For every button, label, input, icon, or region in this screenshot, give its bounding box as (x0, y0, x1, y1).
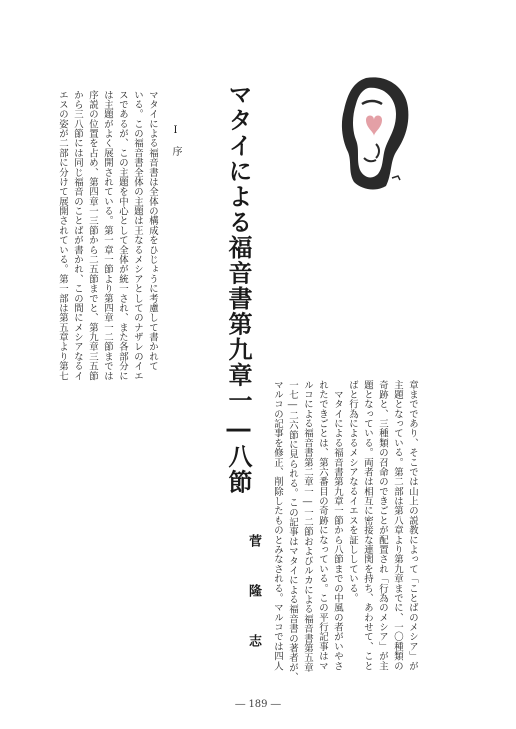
body-line: マタイによる福音書は全体の構成をひじょうに考慮して書かれて (147, 90, 158, 372)
body-line: スであるが、この主題を中心として全体が統一され、また各部分に (117, 90, 128, 381)
body-line: れたできごとは、第六番目の奇跡になっている。この平行記事はマ (317, 380, 328, 671)
page-number: ― 189 ― (235, 699, 281, 710)
body-line: ルコによる福音書第二章一―一二節およびルカによる福音書第五章 (302, 380, 313, 673)
body-line: は主題がよく展開されている。第一章一節より第四章一二節までは (102, 90, 113, 381)
top-body-text (57, 90, 160, 381)
article-title: マタイによる福音書第九章一―八節 (224, 82, 253, 495)
body-line: から三八節には同じ福音のことばが書かれ、この間にメシアなるイ (72, 90, 83, 381)
body-line: マタイによる福音書第九章一節から八節までの中風の者がいやさ (332, 380, 343, 671)
body-line: 題となっている。両者は相互に密接な連関を持ち、あわせて、こと (362, 380, 373, 671)
body-line: 章までであり、そこでは山上の説教によって「ことばのメシア」が (407, 380, 418, 671)
body-line: エスの姿が二部に分けて展開されている。第一部は第五章より第七 (57, 90, 68, 381)
body-line: ばと行為によるメシアなるイエスを証ししている。 (347, 380, 358, 603)
author-name: 菅 隆 志 (246, 534, 261, 659)
body-line: 奇跡と、三種類の召命のできごとが配置され「行為のメシア」が主 (377, 380, 388, 671)
bottom-body-text (238, 380, 420, 680)
body-line: 序説の位置を占め、第四章一三節から二五節までと、第九章三五節 (87, 90, 98, 381)
body-line: 主題となっている。第二部は第八章より第九章までに、一〇種類の (392, 380, 403, 671)
body-line: いる。この福音書全体の主題は王なるメシアとしてのナザレのイエ (132, 90, 143, 381)
body-line: マルコの記事を修正、削除したものとみなされる。マルコでは四人 (272, 380, 283, 671)
face-profile-drawing-icon (336, 74, 416, 194)
body-line: 一七―二六節に見られる。この記事はマタイによる福音書の著者が、 (287, 380, 298, 682)
section-heading: I 序 (170, 125, 181, 156)
